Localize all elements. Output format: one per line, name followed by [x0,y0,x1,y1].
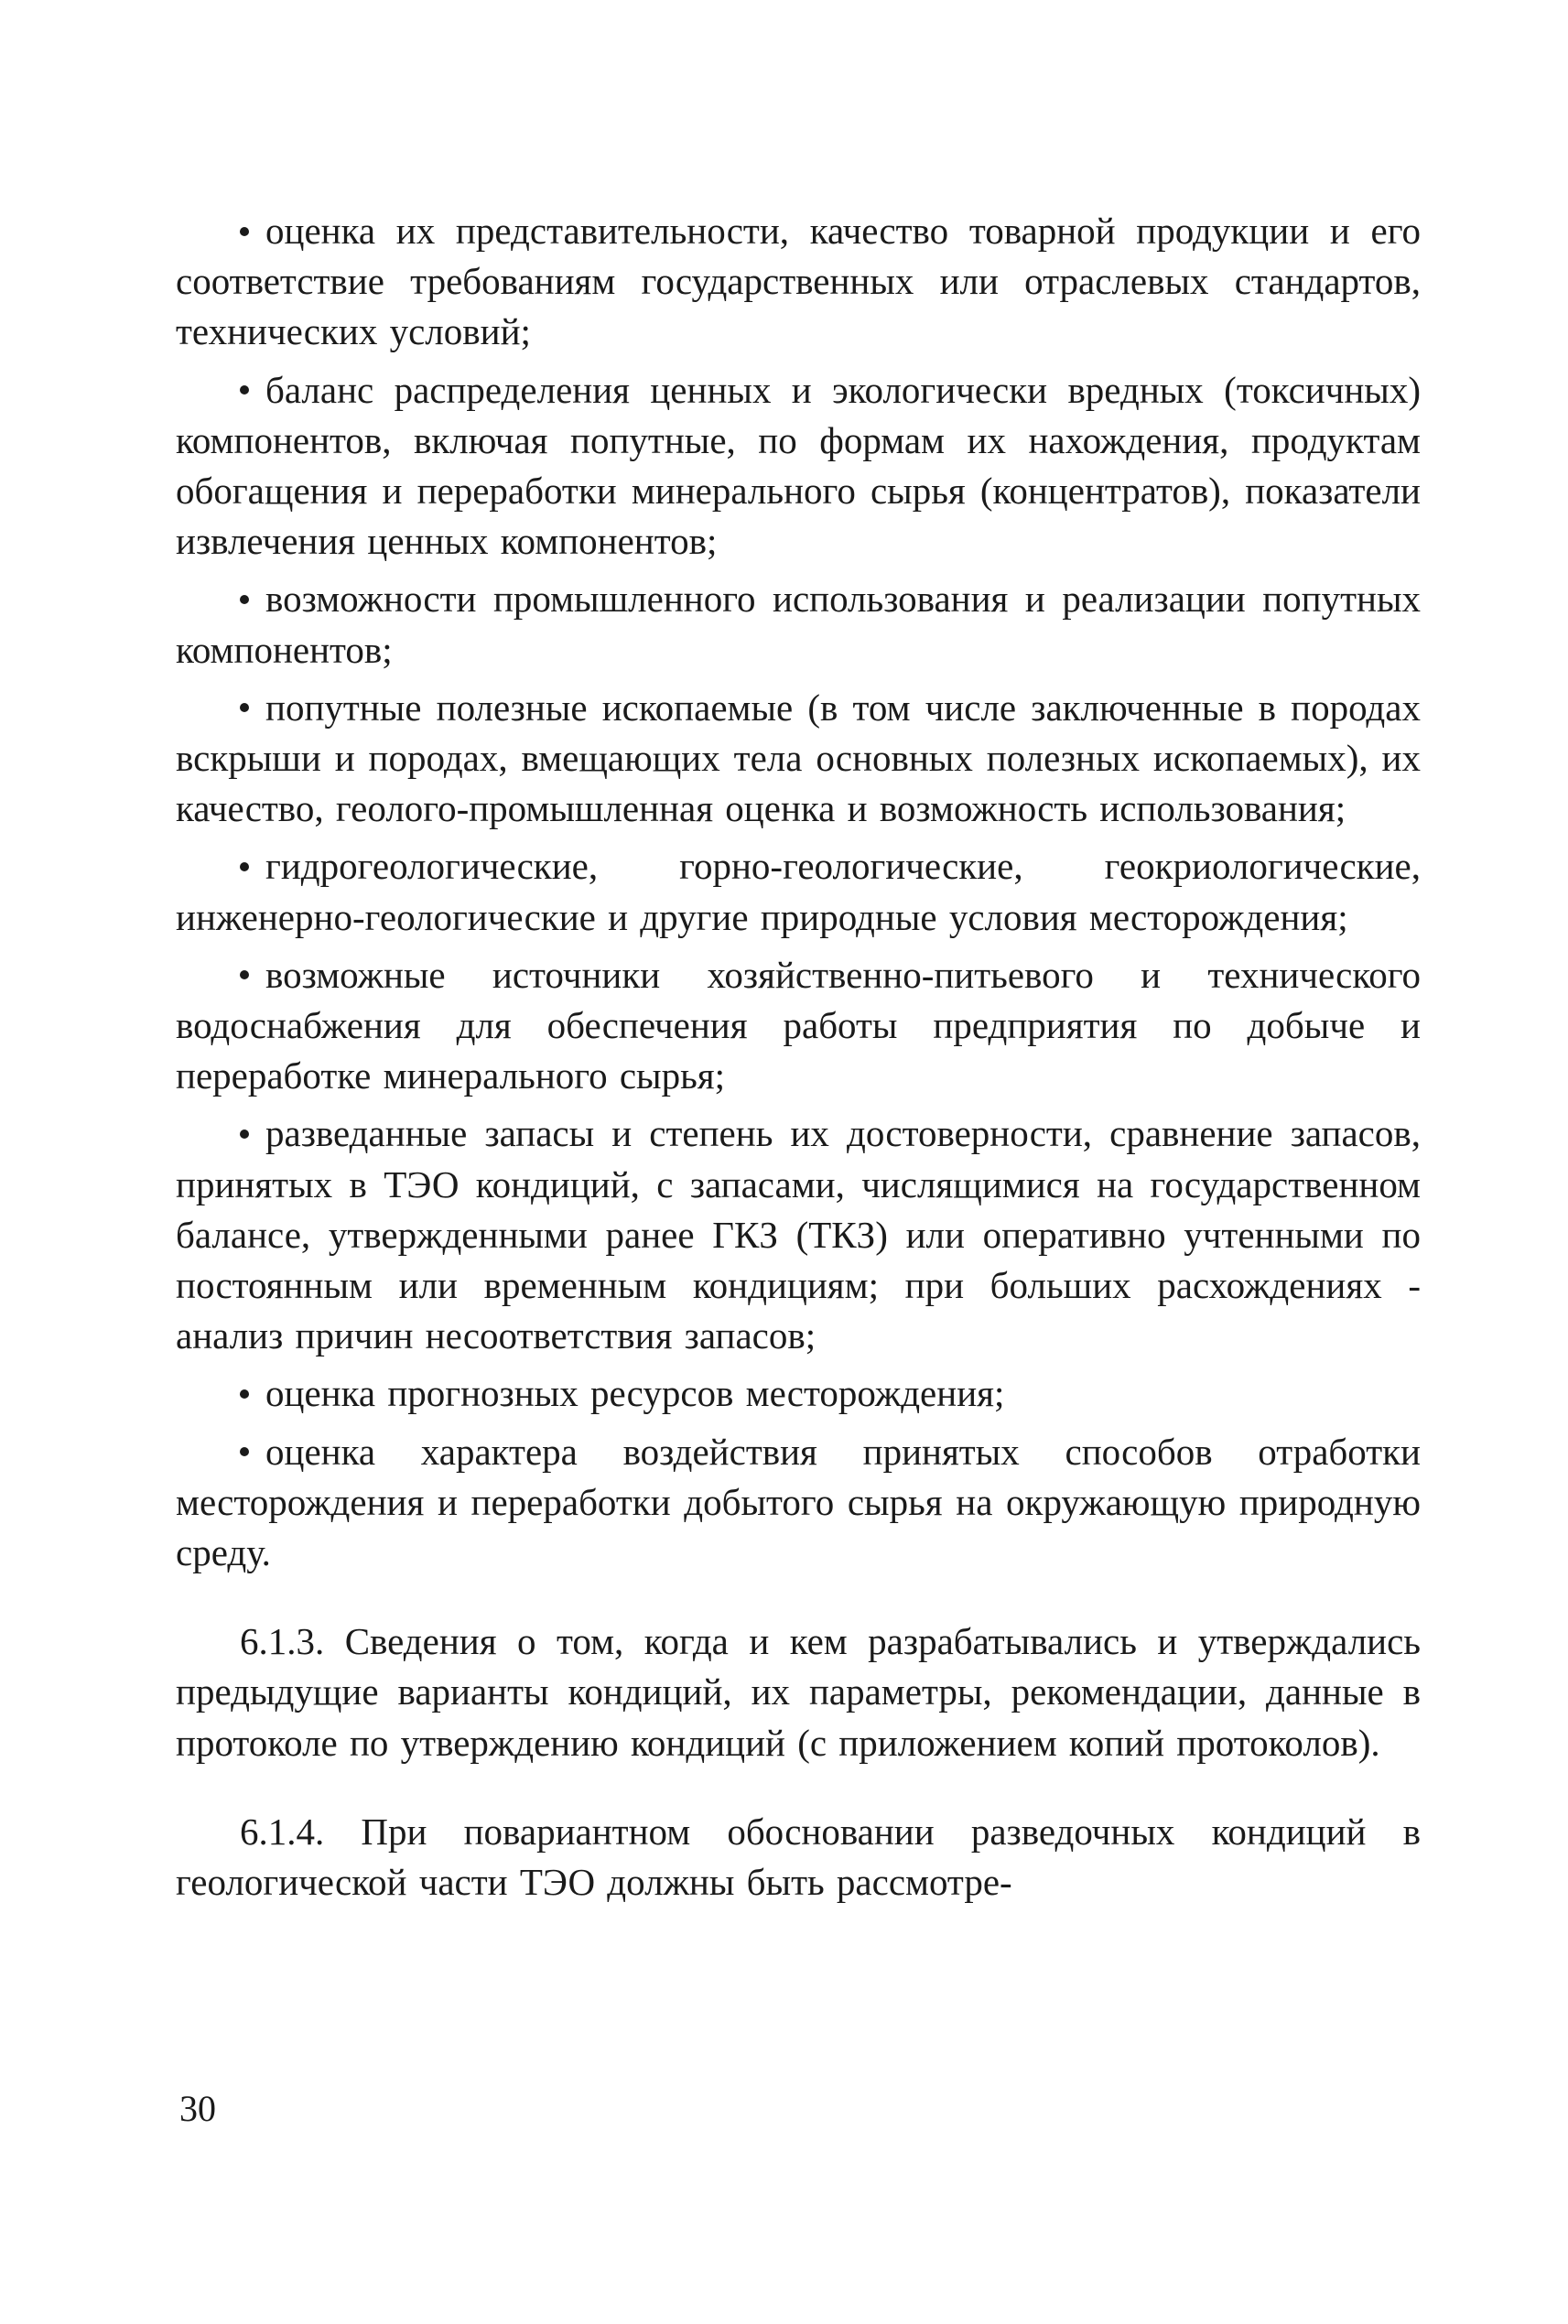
list-item-text: гидрогеологические, горно-геологические, геокриологические, инженерно-геологические и другие природные условия месторождения; [176,845,1421,938]
list-item [176,950,1421,1102]
bullet-icon [240,1130,249,1139]
bullet-list [176,206,1421,1578]
bullet-icon [240,227,249,236]
list-item-text: возможности промышленного использования и реализации попутных компонентов; [176,578,1421,671]
list-item-text: оценка их представительности, качество товарной продукции и его соответствие требованиям государственных или отраслевых стандартов, технических условий; [176,210,1421,353]
bullet-icon [240,703,249,712]
page-number: 30 [179,2088,216,2129]
bullet-icon [240,970,249,979]
list-item [176,206,1421,358]
list-item [176,1427,1421,1579]
list-item-text: оценка характера воздействия принятых способов отработки месторождения и переработки добытого сырья на окружающую природную среду. [176,1430,1421,1574]
list-item [176,683,1421,835]
list-item [176,1108,1421,1361]
list-item-text: баланс распределения ценных и экологически вредных (токсичных) компонентов, включая попутные, по формам их нахождения, продуктам обогащения и переработки минерального сырья (концентратов), показатели извлечения ценных компонентов; [176,368,1421,563]
bullet-icon [240,1447,249,1456]
bullet-icon [240,385,249,395]
list-item [176,1368,1421,1419]
section-paragraph-6-1-3: 6.1.3. Сведения о том, когда и кем разрабатывались и утверждались предыдущие варианты кондиций, их параметры, рекомендации, данные в протоколе по утверждению кондиций (с приложением копий протоколов). [176,1620,1421,1764]
section-paragraph-6-1-4: 6.1.4. При повариантном обосновании разведочных кондиций в геологической части ТЭО должны быть рассмотре- [176,1810,1421,1904]
list-item-text: оценка прогнозных ресурсов месторождения; [265,1372,1005,1415]
list-item [176,841,1421,942]
list-item [176,365,1421,567]
list-item-text: разведанные запасы и степень их достоверности, сравнение запасов, принятых в ТЭО кондиций, с запасами, числящимися на государственном балансе, утвержденными ранее ГКЗ (ТКЗ) или оперативно учтенными по постоянным или временным кондициям; при больших расхождениях - анализ причин несоответствия запасов; [176,1112,1421,1357]
list-item-text: возможные источники хозяйственно-питьевого и технического водоснабжения для обеспечения работы предприятия по добыче и переработке минерального сырья; [176,953,1421,1097]
page-body [176,206,1421,1908]
bullet-icon [240,595,249,604]
list-item [176,574,1421,675]
bullet-icon [240,862,249,871]
list-item-text: попутные полезные ископаемые (в том числе заключенные в породах вскрыши и породах, вмещающих тела основных полезных ископаемых), их качество, геолого-промышленная оценка и возможность использования; [176,686,1421,830]
bullet-icon [240,1389,249,1399]
